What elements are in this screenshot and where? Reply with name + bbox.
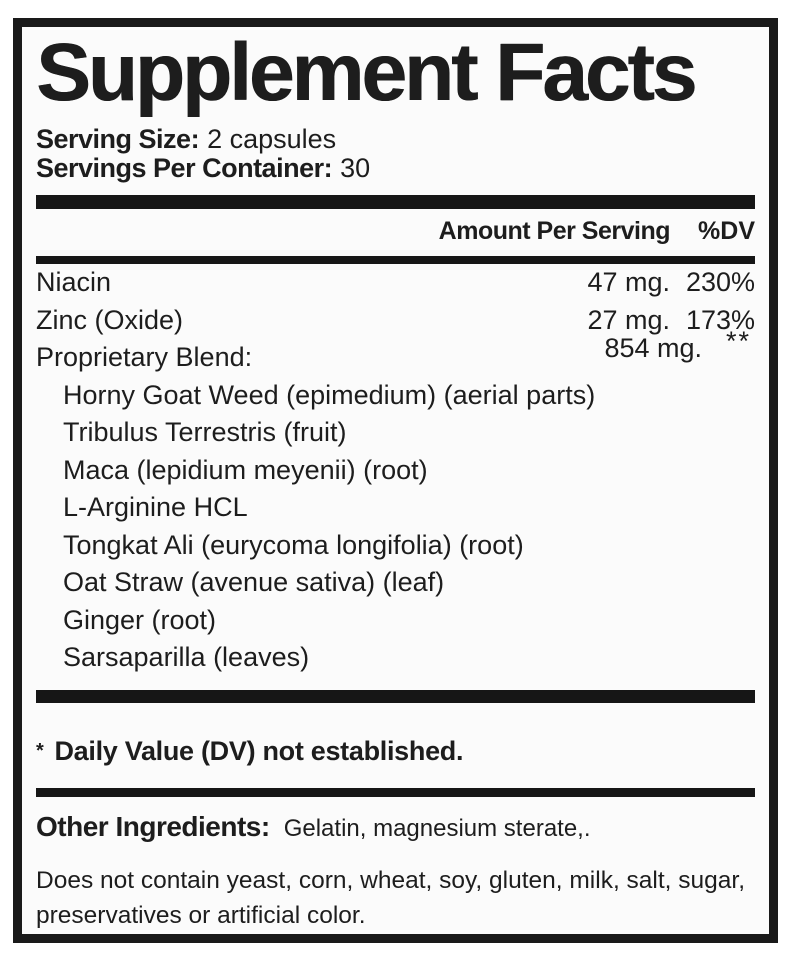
serving-size-value: 2 capsules bbox=[207, 124, 337, 154]
blend-ingredient-horny-goat-weed: Horny Goat Weed (epimedium) (aerial parts) bbox=[63, 379, 596, 410]
divider-above-other-ingredients bbox=[36, 788, 755, 797]
nutrient-rows bbox=[36, 264, 755, 677]
border-seam-left bbox=[13, 157, 22, 162]
disclaimer-line-2: preservatives or artificial color. bbox=[36, 901, 366, 929]
serving-size-line bbox=[36, 125, 755, 154]
nutrient-name: Proprietary Blend: bbox=[36, 342, 253, 372]
border-seam-right bbox=[769, 157, 778, 162]
nutrient-name: Niacin bbox=[36, 267, 112, 297]
disclaimer-line-1: Does not contain yeast, corn, wheat, soy, gluten, milk, salt, sugar, bbox=[36, 866, 746, 894]
label-title: Supplement Facts bbox=[36, 27, 695, 118]
asterisk-icon: * bbox=[36, 739, 44, 762]
dv-header: %DV bbox=[698, 217, 755, 245]
blend-ingredient-tribulus: Tribulus Terrestris (fruit) bbox=[63, 417, 347, 447]
column-header-row bbox=[36, 209, 755, 246]
other-ingredients-label: Other Ingredients: bbox=[36, 810, 270, 842]
servings-per-container-line bbox=[36, 154, 755, 183]
blend-ingredient-oat-straw: Oat Straw (avenue sativa) (leaf) bbox=[63, 567, 445, 597]
serving-info bbox=[36, 125, 755, 183]
nutrient-row-niacin bbox=[36, 264, 755, 302]
contains-disclaimer bbox=[36, 863, 755, 933]
blend-ingredient-tongkat-ali: Tongkat Ali (eurycoma longifolia) (root) bbox=[63, 529, 524, 560]
nutrient-row-proprietary-blend bbox=[36, 326, 755, 377]
blend-ingredient-l-arginine: L-Arginine HCL bbox=[63, 492, 248, 522]
blend-ingredient-sarsaparilla: Sarsaparilla (leaves) bbox=[63, 642, 310, 672]
nutrient-amount: 854 mg. bbox=[604, 333, 702, 363]
blend-ingredient-ginger: Ginger (root) bbox=[63, 604, 217, 635]
nutrient-amount: 47 mg. bbox=[587, 267, 670, 297]
daily-value-footnote-text: Daily Value (DV) not established. bbox=[54, 735, 464, 766]
nutrient-dv: 230% bbox=[685, 267, 755, 297]
label-panel bbox=[13, 18, 778, 943]
nutrient-dv: ** bbox=[725, 326, 751, 356]
other-ingredients-value: Gelatin, magnesium sterate,. bbox=[283, 814, 591, 842]
servings-per-container-value: 30 bbox=[340, 153, 371, 183]
serving-size-label: Serving Size: bbox=[36, 124, 200, 154]
other-ingredients-line bbox=[36, 807, 755, 847]
servings-per-container-label: Servings Per Container: bbox=[36, 153, 333, 183]
amount-per-serving-header: Amount Per Serving bbox=[438, 217, 670, 245]
nutrient-amount: 27 mg. bbox=[587, 304, 670, 335]
daily-value-footnote bbox=[36, 733, 755, 770]
divider-thick-bottom bbox=[36, 690, 755, 703]
blend-ingredient-maca: Maca (lepidium meyenii) (root) bbox=[63, 454, 428, 485]
nutrient-dv: 173% bbox=[685, 304, 755, 335]
divider-under-header bbox=[36, 256, 755, 264]
nutrient-name: Zinc (Oxide) bbox=[36, 304, 184, 335]
divider-thick-top bbox=[36, 195, 755, 209]
